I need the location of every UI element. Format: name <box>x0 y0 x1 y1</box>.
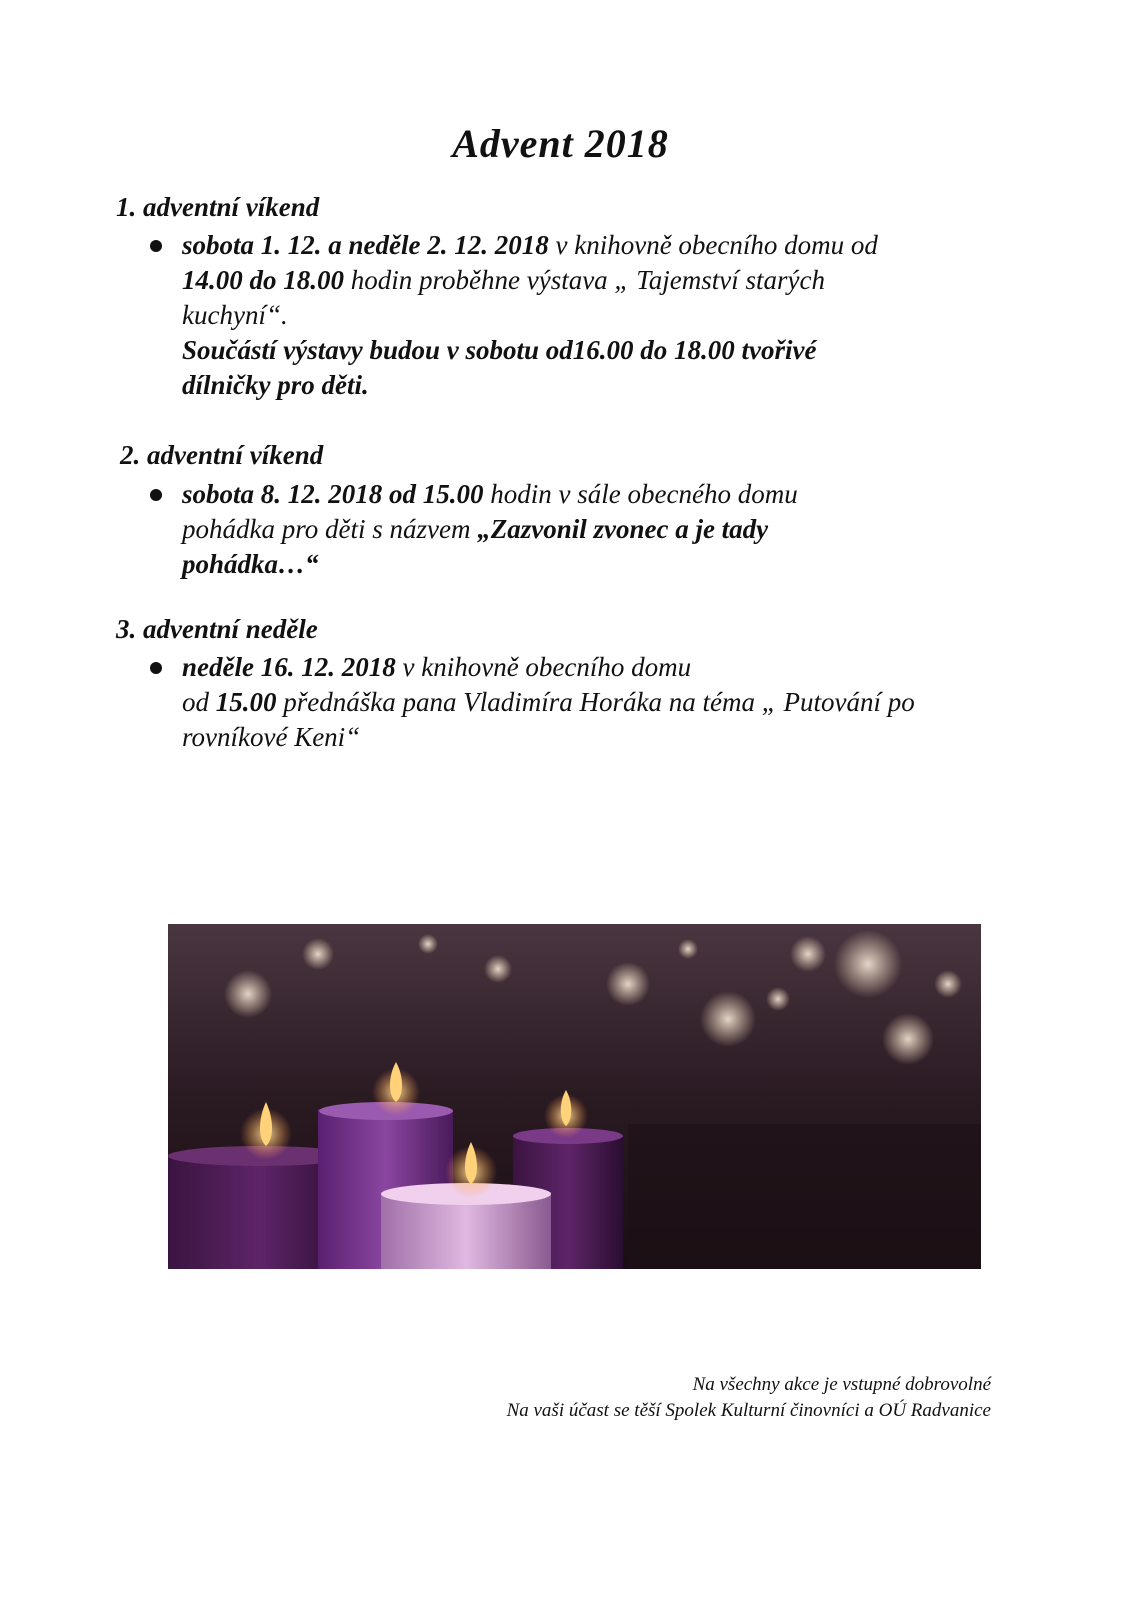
text-line: Součástí výstavy budou v sobotu od16.00 do 18.00 tvořivé <box>182 335 817 365</box>
page-title: Advent 2018 <box>452 121 669 166</box>
text-line: pohádka pro děti s názvem „Zazvonil zvonec a je tady <box>182 514 769 544</box>
footer-line-1: Na všechny akce je vstupné dobrovolné <box>692 1374 991 1395</box>
text-line: kuchyní“. <box>182 300 288 330</box>
section-heading-2: 2. adventní víkend <box>120 440 324 470</box>
bullet-icon <box>150 240 162 252</box>
section-3-text <box>182 650 1012 755</box>
text-line: neděle 16. 12. 2018 v knihovně obecního domu <box>182 652 692 682</box>
bullet-icon <box>150 489 162 501</box>
advent-candles-image <box>168 924 981 1269</box>
text-line: sobota 8. 12. 2018 od 15.00 hodin v sále obecného domu <box>182 479 798 509</box>
text-line: dílničky pro děti. <box>182 370 369 400</box>
text-line: od 15.00 přednáška pana Vladimíra Horáka na téma „ Putování po <box>182 687 915 717</box>
text-line: sobota 1. 12. a neděle 2. 12. 2018 v knihovně obecního domu od <box>182 230 878 260</box>
bullet-icon <box>150 662 162 674</box>
footer-note <box>507 1372 991 1424</box>
section-2-text <box>182 477 1012 582</box>
text-line: rovníkové Keni“ <box>182 722 361 752</box>
text-line: pohádka…“ <box>182 549 319 579</box>
section-heading-1: 1. adventní víkend <box>116 192 320 222</box>
section-1-text <box>182 228 1012 403</box>
section-heading-3: 3. adventní neděle <box>116 614 318 644</box>
footer-line-2: Na vaši účast se těší Spolek Kulturní činovníci a OÚ Radvanice <box>506 1400 991 1421</box>
text-line: 14.00 do 18.00 hodin proběhne výstava „ Tajemství starých <box>182 265 825 295</box>
